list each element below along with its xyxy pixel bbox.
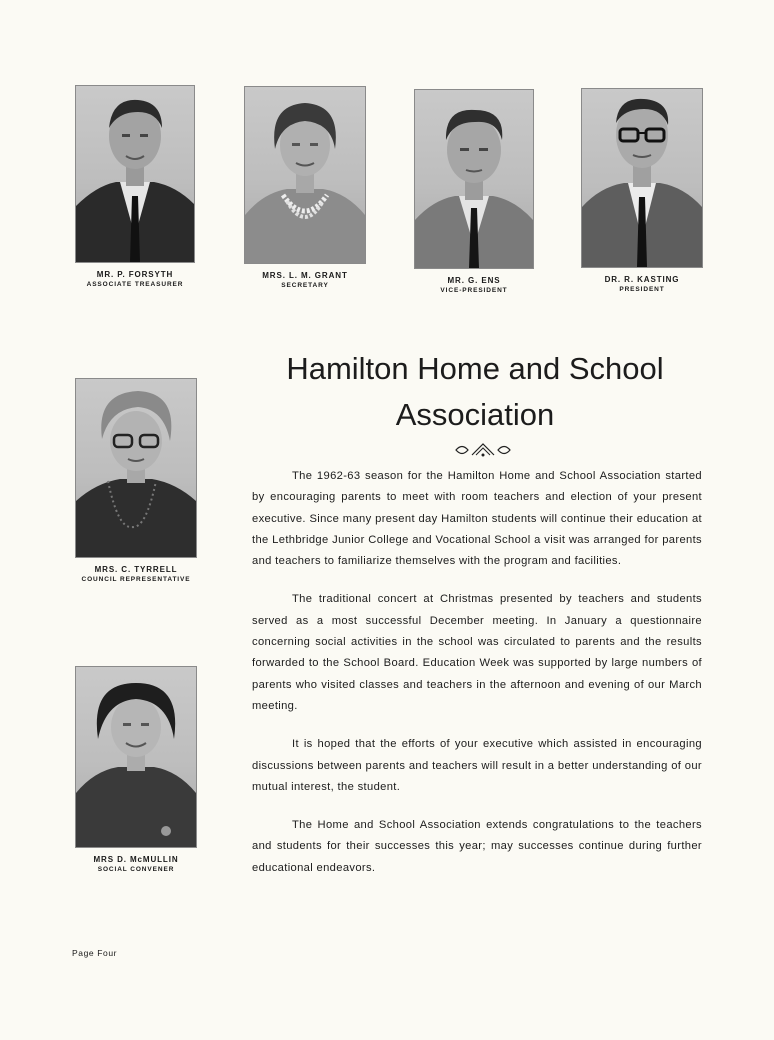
role-ens: VICE-PRESIDENT xyxy=(440,287,508,294)
ornament-icon xyxy=(452,441,514,459)
portrait-forsyth xyxy=(75,85,195,288)
photo-mcmullin xyxy=(75,666,197,848)
paragraph-4: The Home and School Association extends congratulations to the teachers and students for their successes this year; may successes continue during further educational endeavors. xyxy=(252,819,702,874)
article-body xyxy=(252,466,702,896)
photo-kasting xyxy=(581,88,703,268)
portrait-mcmullin xyxy=(75,666,197,873)
name-ens: MR. G. ENS xyxy=(447,276,501,285)
paragraph-1: The 1962-63 season for the Hamilton Home and School Association started by encouraging parents to meet with room teachers and election of your present executive. Since many present day Hamilton students will continue their education at the Lethbridge Junior College and Vocational School a visit was arranged for parents and teachers to familiarize themselves with the program and facilities. xyxy=(252,470,702,568)
photo-forsyth xyxy=(75,85,195,263)
name-tyrrell: MRS. C. TYRRELL xyxy=(94,565,178,574)
role-forsyth: ASSOCIATE TREASURER xyxy=(86,281,184,288)
portrait-kasting xyxy=(581,88,703,293)
paragraph-2: The traditional concert at Christmas presented by teachers and students served as a most successful December meeting. In January a questionnaire concerning social activities in the school was circulated to parents and the results forwarded to the School Board. Education Week was supported by large numbers of parents who visited classes and teachers in the afternoon and evening of our March meeting. xyxy=(252,593,702,712)
name-kasting: DR. R. KASTING xyxy=(604,275,680,284)
portrait-grant xyxy=(244,86,366,289)
title-line-2: Association xyxy=(395,397,555,432)
name-grant: MRS. L. M. GRANT xyxy=(262,271,348,280)
title-line-1: Hamilton Home and School xyxy=(286,351,664,386)
paragraph-3: It is hoped that the efforts of your executive which assisted in encouraging discussions between parents and teachers will result in a better understanding of our mutual interest, the student. xyxy=(252,738,702,793)
portrait-tyrrell xyxy=(75,378,197,583)
role-kasting: PRESIDENT xyxy=(619,286,665,293)
name-mcmullin: MRS D. McMULLIN xyxy=(93,855,179,864)
page-number: Page Four xyxy=(72,948,118,958)
portrait-ens xyxy=(414,89,534,294)
photo-ens xyxy=(414,89,534,269)
role-mcmullin: SOCIAL CONVENER xyxy=(97,866,175,873)
role-grant: SECRETARY xyxy=(281,282,329,289)
photo-tyrrell xyxy=(75,378,197,558)
name-forsyth: MR. P. FORSYTH xyxy=(96,270,174,279)
article-title xyxy=(250,346,700,438)
photo-grant xyxy=(244,86,366,264)
role-tyrrell: COUNCIL REPRESENTATIVE xyxy=(81,576,191,583)
